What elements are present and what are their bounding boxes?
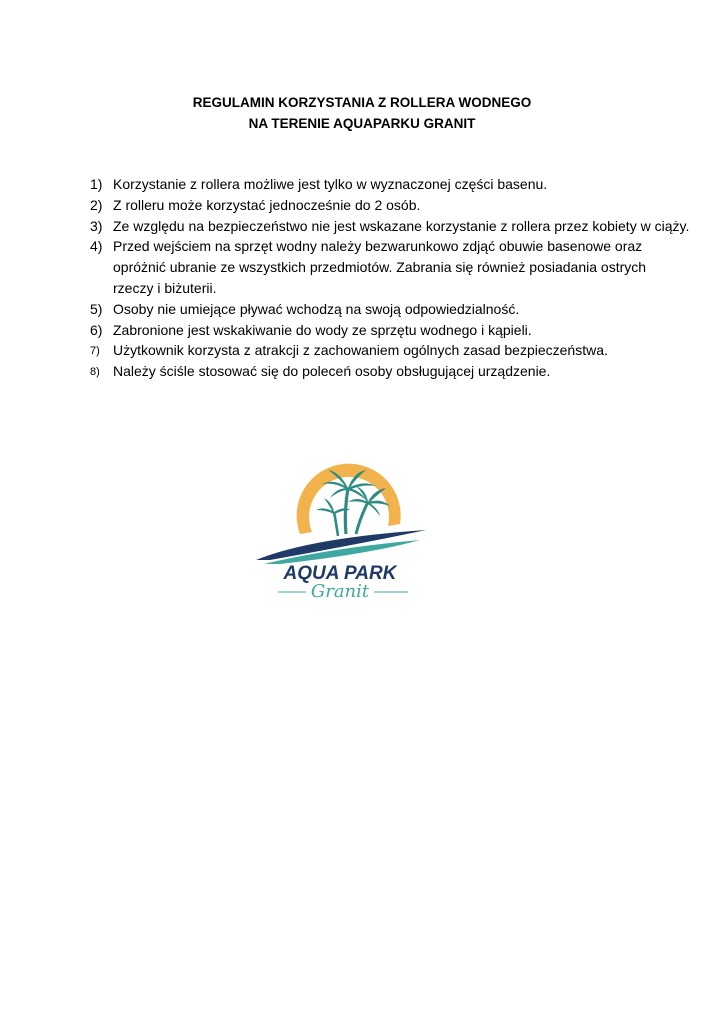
document-title [0, 92, 724, 134]
rule-text: Zabronione jest wskakiwanie do wody ze sprzętu wodnego i kąpieli. [113, 321, 532, 338]
rule-item [90, 340, 690, 361]
rule-number: 5) [90, 300, 103, 317]
rule-number: 7) [90, 345, 100, 358]
palm-trunk-icon [356, 502, 368, 534]
rule-item [90, 299, 690, 320]
rule-text: Osoby nie umiejące pływać wchodzą na swoją odpowiedzialność. [113, 300, 520, 317]
rule-number: 6) [90, 321, 103, 338]
rule-item [90, 195, 690, 216]
rules-list [90, 174, 690, 382]
logo-graphic [250, 452, 430, 602]
palm-trunk-icon [334, 512, 338, 536]
rule-item [90, 236, 690, 298]
rule-number: 1) [90, 176, 103, 192]
brand-name: AQUA PARK [283, 563, 397, 584]
title-line-1: REGULAMIN KORZYSTANIA Z ROLLERA WODNEGO [192, 95, 532, 110]
rule-item [90, 174, 690, 195]
rule-text: Użytkownik korzysta z atrakcji z zachowaniem ogólnych zasad bezpieczeństwa. [113, 342, 608, 359]
sun-icon [297, 464, 401, 534]
title-line-2: NA TERENIE AQUAPARKU GRANIT [248, 116, 476, 131]
rule-text: Ze względu na bezpieczeństwo nie jest wskazane korzystanie z rollera przez kobiety w ciąży. [113, 217, 690, 234]
rule-number: 4) [90, 238, 103, 255]
rule-text: Należy ściśle stosować się do poleceń osoby obsługującej urządzenie. [113, 363, 551, 380]
rule-text: Z rolleru może korzystać jednocześnie do 2 osób. [113, 196, 421, 213]
rule-item [90, 216, 690, 237]
brand-subname: Granit [310, 581, 370, 602]
rule-number: 2) [90, 196, 103, 213]
rule-number: 8) [90, 366, 100, 379]
rule-item [90, 361, 690, 382]
rule-text: Przed wejściem na sprzęt wodny należy bezwarunkowo zdjąć obuwie basenowe oraz opróżnić ubranie ze wszystkich przedmiotów. Zabrania się również posiadania ostrych rzeczy i biżuterii. [113, 238, 647, 296]
rule-item [90, 320, 690, 341]
rule-text: Korzystanie z rollera możliwe jest tylko w wyznaczonej części basenu. [113, 176, 548, 192]
rule-number: 3) [90, 217, 103, 234]
aquapark-granit-logo [250, 452, 430, 602]
palm-trunk-icon [345, 488, 348, 534]
